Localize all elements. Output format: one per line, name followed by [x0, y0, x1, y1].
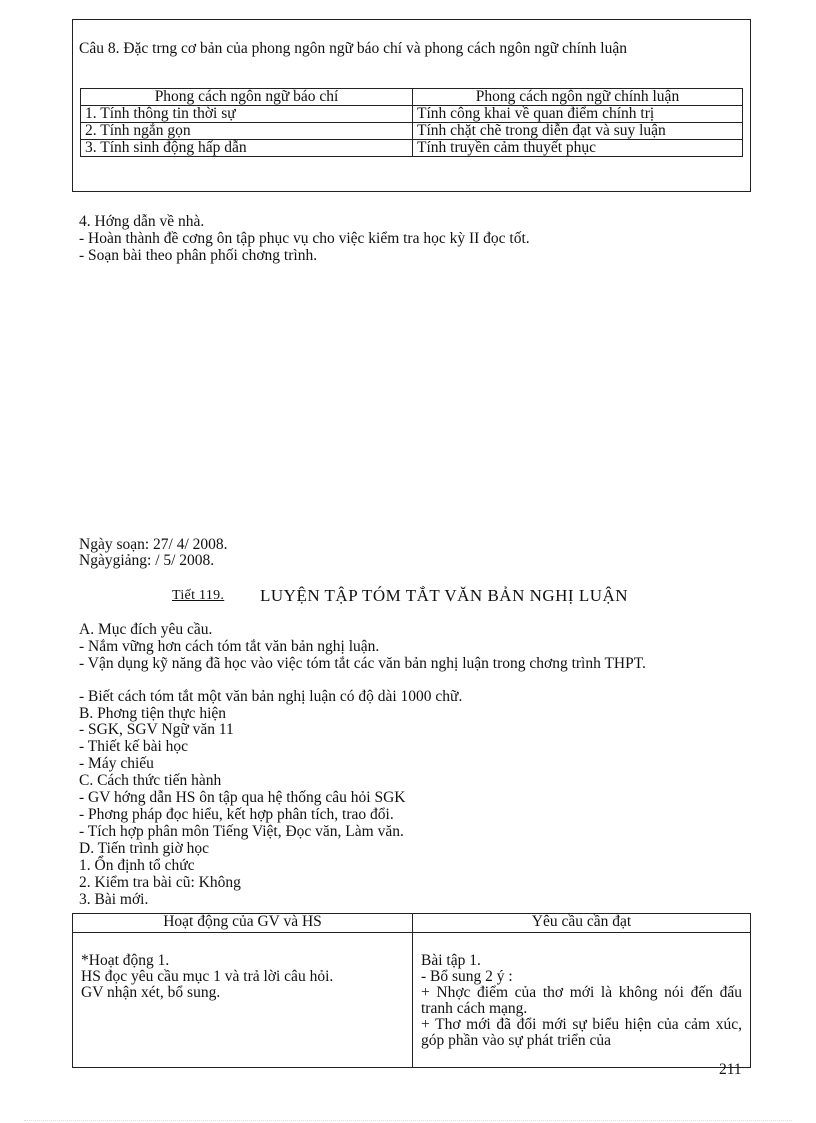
activity-line: GV nhận xét, bổ sung. [81, 984, 221, 1001]
body-line: - Nắm vững hơn cách tóm tắt văn bản nghị luận. [79, 638, 380, 655]
homework-heading: 4. Hớng dẫn về nhà. [79, 213, 205, 230]
activity-line: *Hoạt động 1. [81, 952, 170, 969]
lesson-title: LUYỆN TẬP TÓM TẮT VĂN BẢN NGHỊ LUẬN [260, 586, 629, 605]
table-cell: 3. Tính sinh động hấp dẫn [81, 140, 413, 157]
section-heading: A. Mục đích yêu cầu. [79, 621, 213, 638]
body-line: - Phơng pháp đọc hiểu, kết hợp phân tích, trao đổi. [79, 806, 394, 823]
table-cell: 1. Tính thông tin thời sự [81, 106, 413, 123]
body-line: 1. Ổn định tổ chức [79, 857, 195, 874]
date-prepared: Ngày soạn: 27/ 4/ 2008. [79, 536, 228, 553]
body-line: - Thiết kế bài học [79, 738, 189, 755]
body-line: 3. Bài mới. [79, 891, 149, 908]
body-line: - Tích hợp phân môn Tiếng Việt, Đọc văn, Làm văn. [79, 823, 404, 840]
table-row [81, 123, 743, 140]
table-cell: Tính công khai về quan điểm chính trị [413, 106, 743, 123]
question-8-text: Câu 8. Đặc trng cơ bản của phong ngôn ngữ báo chí và phong cách ngôn ngữ chính luận [79, 40, 627, 57]
activity-right-cell [413, 933, 751, 1068]
page-number: 211 [719, 1061, 742, 1078]
section-heading: D. Tiến trình giờ học [79, 840, 210, 857]
activity-line: HS đọc yêu cầu mục 1 và trả lời câu hỏi. [81, 968, 334, 985]
table-cell: Tính truyền cảm thuyết phục [413, 140, 743, 157]
date-taught: Ngàygiảng: / 5/ 2008. [79, 552, 215, 569]
section-heading: C. Cách thức tiến hành [79, 772, 222, 789]
activity-left-cell [73, 933, 413, 1068]
body-line: 2. Kiểm tra bài cũ: Không [79, 874, 241, 891]
requirement-line: + Thơ mới đã đổi mới sự biểu hiện của cảm xúc, góp phần vào sự phát triển của [421, 1016, 742, 1049]
body-line: - Vận dụng kỹ năng đã học vào việc tóm tắt các văn bản nghị luận trong chơng trình THPT. [79, 655, 646, 672]
body-line: - Biết cách tóm tắt một văn bản nghị luận có độ dài 1000 chữ. [79, 688, 463, 705]
section-heading: B. Phơng tiện thực hiện [79, 705, 227, 722]
requirement-line: Bài tập 1. [421, 953, 481, 969]
lesson-number: Tiết 119. [172, 588, 225, 603]
activity-right-content [421, 953, 742, 1067]
requirement-line: + Nhợc điểm của thơ mới là không nói đến đấu tranh cách mạng. [421, 984, 742, 1017]
body-line: - SGK, SGV Ngữ văn 11 [79, 721, 234, 738]
table-cell: 2. Tính ngắn gọn [81, 123, 413, 140]
table-row [81, 140, 743, 157]
footer-divider [24, 1120, 792, 1121]
style-comparison-table [80, 88, 743, 157]
table-header-cell: Hoạt động của GV và HS [73, 914, 413, 933]
table-header-row [73, 914, 751, 933]
activity-table [72, 913, 751, 1068]
table-header-cell: Yêu cầu cần đạt [413, 914, 751, 933]
table-row [81, 106, 743, 123]
body-line: - GV hớng dẫn HS ôn tập qua hệ thống câu hỏi SGK [79, 789, 406, 806]
requirement-line: - Bổ sung 2 ý : [421, 968, 513, 985]
table-cell: Tính chặt chẽ trong diễn đạt và suy luận [413, 123, 743, 140]
homework-item: - Hoàn thành đề cơng ôn tập phục vụ cho việc kiểm tra học kỳ II đọc tốt. [79, 230, 530, 247]
table-header-cell: Phong cách ngôn ngữ chính luận [413, 89, 743, 106]
table-row [73, 933, 751, 1068]
table-header-cell: Phong cách ngôn ngữ báo chí [81, 89, 413, 106]
body-line: - Máy chiếu [79, 755, 154, 772]
table-header-row [81, 89, 743, 106]
homework-item: - Soạn bài theo phân phối chơng trình. [79, 247, 318, 264]
